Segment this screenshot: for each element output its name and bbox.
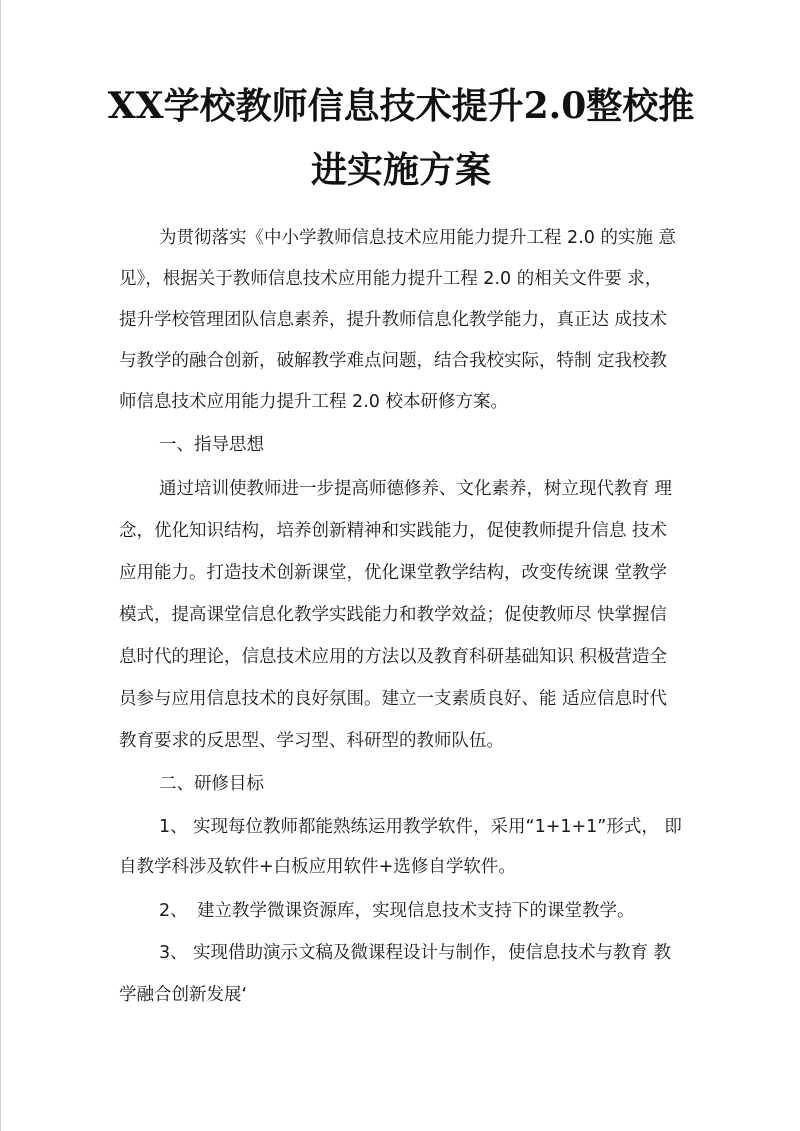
section1-line: 教育要求的反思型、学习型、科研型的教师队伍。: [119, 731, 504, 751]
section1-line: 模式，提高课堂信息化教学实践能力和教学效益；促使教师尽 快掌握信: [119, 605, 668, 625]
document-title-line-1: XX学校教师信息技术提升2.0整校推: [107, 85, 695, 127]
section1-line: 员参与应用信息技术的良好氛围。建立一支素质良好、能 适应信息时代: [119, 689, 668, 709]
goal-item-number: 1、: [159, 817, 188, 837]
goal-item-line: 自教学科涉及软件+白板应用软件+选修自学软件。: [119, 857, 516, 877]
intro-line: 为贯彻落实《中小学教师信息技术应用能力提升工程 2.0 的实施 意: [159, 228, 677, 248]
intro-line: 见》，根据关于教师信息技术应用能力提升工程 2.0 的相关文件要 求，: [119, 269, 663, 289]
document-title-line-2: 进实施方案: [310, 149, 491, 191]
section-heading-training-goals: 二、研修目标: [159, 774, 264, 794]
section1-line: 应用能力。打造技术创新课堂，优化课堂教学结构，改变传统课 堂教学: [119, 563, 668, 583]
section1-line: 念，优化知识结构，培养创新精神和实践能力，促使教师提升信息 技术: [119, 521, 668, 541]
goal-item-line: 建立教学微课资源库，实现信息技术支持下的课堂教学。: [197, 901, 635, 921]
intro-line: 提升学校管理团队信息素养，提升教师信息化教学能力，真正达 成技术: [119, 310, 668, 330]
section1-line: 通过培训使教师进一步提高师德修养、文化素养，树立现代教育 理: [159, 479, 673, 499]
goal-item-line: 学融合创新发展‘: [119, 985, 248, 1005]
goal-item-line: 实现每位教师都能熟练运用教学软件，采用“1+1+1”形式， 即: [193, 817, 682, 837]
goal-item-number: 3、: [159, 943, 188, 963]
intro-line: 师信息技术应用能力提升工程 2.0 校本研修方案。: [119, 392, 508, 412]
intro-line: 与教学的融合创新，破解教学难点问题，结合我校实际，特制 定我校教: [119, 351, 668, 371]
section-heading-guiding-ideology: 一、指导思想: [159, 435, 264, 455]
goal-item-number: 2、: [159, 901, 188, 921]
section1-line: 息时代的理论，信息技术应用的方法以及教育科研基础知识 积极营造全: [119, 647, 668, 667]
goal-item-line: 实现借助演示文稿及微课程设计与制作，使信息技术与教育 教: [193, 943, 672, 963]
